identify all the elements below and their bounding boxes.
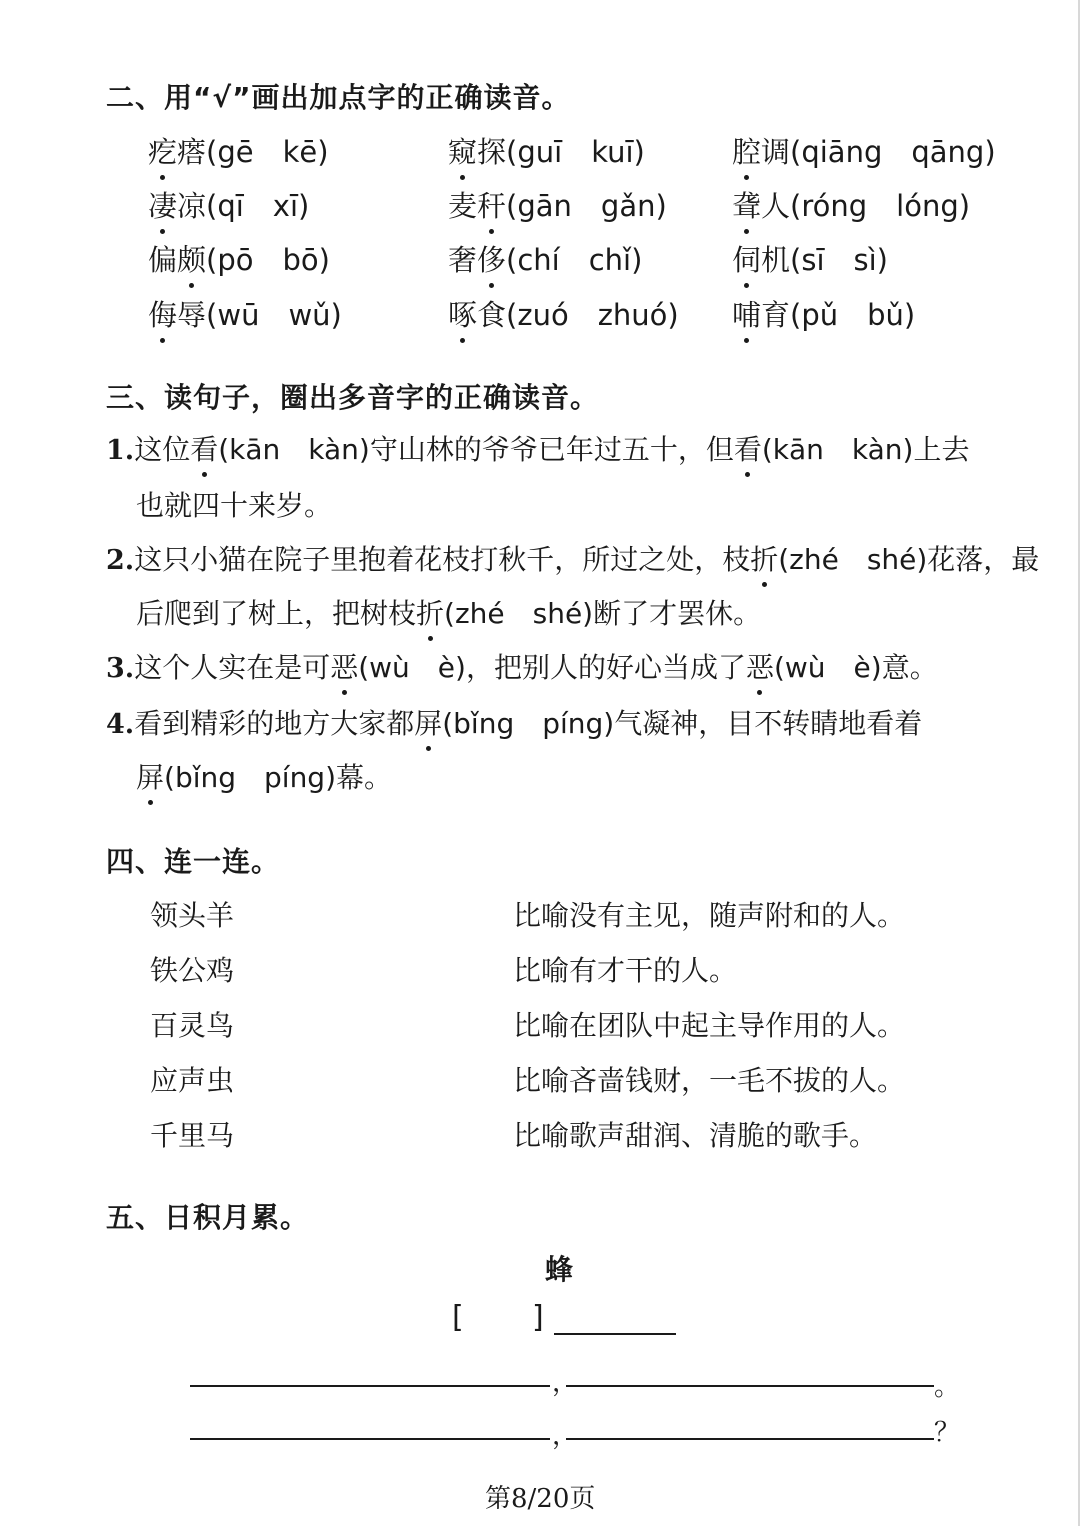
section2-title: 二、用“√”画出加点字的正确读音。 [106,81,571,114]
sentence-text: (bǐng píng)气凝神，目不转睛地看着 [442,707,923,740]
pinyin-item [148,184,309,225]
word-char: 瘩 [177,135,207,169]
dotted-char: 看 [734,428,762,468]
sentence-text: 看到精彩的地方大家都 [134,707,415,740]
author-blank[interactable] [554,1333,676,1335]
dotted-char: 恶 [330,646,358,686]
word-char: 偏 [148,243,178,277]
match-definition[interactable]: 比喻吝啬钱财，一毛不拔的人。 [513,1064,906,1097]
sentence-text: (bǐng píng)幕。 [164,761,393,794]
dotted-char: 屏 [136,756,164,796]
sentence-number: 1. [106,435,135,466]
poem-line-1b-blank[interactable] [566,1385,934,1387]
dotted-char: 折 [416,592,444,632]
match-definition[interactable]: 比喻有才干的人。 [513,954,738,987]
sentence-text: (zhé shé)断了才罢休。 [444,597,762,630]
word-char: 麦 [448,189,478,223]
pinyin-options[interactable]: (qiāng qāng) [790,135,996,169]
word-char: 机 [761,243,791,277]
sentence-text: (wù è)意。 [773,651,938,684]
pinyin-options[interactable]: (pǔ bǔ) [790,298,916,332]
sentence-text: (wù è)，把别人的好心当成了 [358,651,746,684]
match-term[interactable]: 铁公鸡 [150,954,235,987]
pinyin-item [148,238,330,279]
sentence-text: (kān kàn)上去 [761,433,970,466]
sentence-number: 4. [106,709,135,740]
sentence-text: 后爬到了树上，把树枝 [136,597,417,630]
bracket-open: [ [452,1300,464,1335]
match-term[interactable]: 百灵鸟 [150,1009,235,1042]
sentence-number: 3. [106,653,135,684]
bracket-close: ] [532,1300,544,1335]
sentence-text: 这个人实在是可 [134,651,331,684]
sentence-3 [106,646,938,686]
word-char: 凄 [148,184,177,225]
question-mark: ？ [934,1418,961,1448]
section5-title: 五、日积月累。 [106,1201,310,1234]
match-term[interactable]: 领头羊 [150,899,235,932]
pinyin-item [448,130,645,171]
sentence-text: (kān kàn)守山林的爷爷已年过五十，但 [218,433,734,466]
pinyin-item [732,184,970,225]
comma: ， [552,1421,579,1451]
pinyin-options[interactable]: (guī kuī) [506,135,645,169]
pinyin-item [732,238,888,279]
word-char: 伺 [732,238,761,279]
sentence-text: (zhé shé)花落，最 [778,543,1040,576]
word-char: 窥 [448,130,477,171]
match-term[interactable]: 千里马 [150,1119,235,1152]
dotted-char: 恶 [746,646,774,686]
word-char: 啄 [448,293,477,334]
word-char: 食 [477,298,507,332]
word-char: 颇 [177,238,206,279]
pinyin-options[interactable]: (qī xī) [206,189,310,223]
match-definition[interactable]: 比喻在团队中起主导作用的人。 [513,1009,906,1042]
match-definition[interactable]: 比喻歌声甜润、清脆的歌手。 [513,1119,878,1152]
pinyin-options[interactable]: (gē kē) [206,135,329,169]
pinyin-item [448,184,667,225]
period: 。 [934,1372,961,1402]
page-number: 第8/20页 [485,1484,596,1514]
poem-line-2a-blank[interactable] [190,1438,550,1440]
word-char: 育 [761,298,791,332]
sentence-text: 这位 [134,433,191,466]
word-char: 探 [477,135,507,169]
word-char: 辱 [177,298,207,332]
word-char: 凉 [177,189,207,223]
word-char: 腔 [732,130,761,171]
word-char: 侈 [477,238,506,279]
pinyin-options[interactable]: (róng lóng) [790,189,971,223]
pinyin-item [448,238,642,279]
section4-title: 四、连一连。 [106,845,281,878]
pinyin-item [732,130,996,171]
poem-title: 蜂 [545,1253,574,1286]
match-term[interactable]: 应声虫 [150,1064,235,1097]
word-char: 侮 [148,293,177,334]
pinyin-item [148,293,342,334]
pinyin-options[interactable]: (sī sì) [790,243,888,277]
pinyin-item [148,130,329,171]
word-char: 调 [761,135,791,169]
sentence-4-cont [136,756,392,796]
sentence-1 [106,428,969,468]
word-char: 奢 [448,243,478,277]
word-char: 聋 [732,184,761,225]
poem-line-2b-blank[interactable] [566,1438,934,1440]
word-char: 人 [761,189,791,223]
word-char: 秆 [477,184,506,225]
word-char: 疙 [148,130,177,171]
sentence-2 [106,538,1039,578]
pinyin-options[interactable]: (pō bō) [206,243,330,277]
pinyin-options[interactable]: (wū wǔ) [206,298,342,332]
section3-title: 三、读句子，圈出多音字的正确读音。 [106,381,600,414]
pinyin-item [732,293,915,334]
dotted-char: 折 [750,538,778,578]
match-definition[interactable]: 比喻没有主见，随声附和的人。 [513,899,906,932]
sentence-2-cont [136,592,761,632]
pinyin-options[interactable]: (gān gǎn) [506,189,667,223]
pinyin-options[interactable]: (chí chǐ) [506,243,643,277]
sentence-4 [106,702,922,742]
pinyin-options[interactable]: (zuó zhuó) [506,298,679,332]
poem-line-1a-blank[interactable] [190,1385,550,1387]
pinyin-item [448,293,679,334]
comma: ， [552,1368,579,1398]
dotted-char: 屏 [414,702,442,742]
word-char: 哺 [732,293,761,334]
dotted-char: 看 [190,428,218,468]
sentence-number: 2. [106,545,135,576]
sentence-1-cont: 也就四十来岁。 [136,489,333,522]
sentence-text: 这只小猫在院子里抱着花枝打秋千，所过之处，枝 [134,543,751,576]
